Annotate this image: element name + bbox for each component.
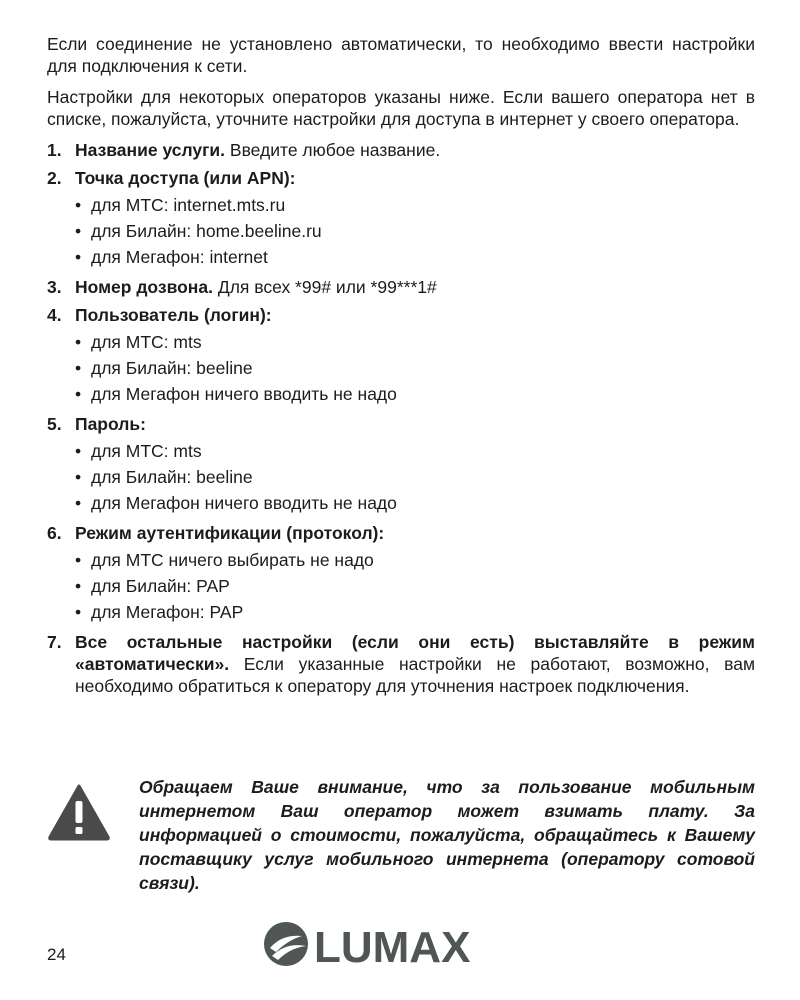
intro-paragraph-1: Если соединение не установлено автоматически, то необходимо ввести настройки для подключения к сети. [47, 34, 755, 76]
list-item [75, 599, 755, 625]
list-item-text: для Мегафон ничего вводить не надо [91, 493, 397, 513]
step-auth-mode [47, 522, 755, 625]
intro-paragraph-2: Настройки для некоторых операторов указаны ниже. Если вашего оператора нет в списке, пожалуйста, уточните настройки для доступа в интернет у своего оператора. [47, 87, 755, 129]
step-number: 3. [47, 277, 62, 297]
list-item [75, 547, 755, 573]
step-number: 1. [47, 140, 62, 160]
list-item-text: для Билайн: beeline [91, 467, 253, 487]
list-item-text: для МТС: internet.mts.ru [91, 195, 286, 215]
list-item-text: для Билайн: PAP [91, 576, 230, 596]
bullet: • [75, 493, 82, 513]
list-item [75, 490, 755, 516]
step-title: Номер дозвона. [75, 277, 213, 297]
step-title: Точка доступа (или APN): [75, 168, 296, 188]
list-item [75, 355, 755, 381]
bullet: • [75, 576, 82, 596]
step-number: 4. [47, 305, 62, 325]
step-title: Название услуги. [75, 140, 226, 160]
list-item-text: для Билайн: home.beeline.ru [91, 221, 322, 241]
page-number: 24 [47, 945, 66, 964]
bullet: • [75, 602, 82, 622]
step-text: Введите любое название. [225, 140, 441, 160]
list-item [75, 464, 755, 490]
notice-text: Обращаем Ваше внимание, что за пользование мобильным интернетом Ваш оператор может взимать плату. За информацией о стоимости, пожалуйста, обращайтесь к Вашему поставщику услуг мобильного интернета (оператору сотовой связи). [139, 777, 755, 893]
list-item [75, 573, 755, 599]
list-item-text: для Билайн: beeline [91, 358, 253, 378]
bullet: • [75, 550, 82, 570]
operator-list [75, 438, 755, 516]
operator-list [75, 192, 755, 270]
logo-text: LUMAX [314, 923, 471, 970]
step-title: Пользователь (логин): [75, 305, 272, 325]
warning-triangle-icon [47, 783, 111, 841]
list-item-text: для Мегафон: PAP [91, 602, 244, 622]
list-item [75, 218, 755, 244]
bullet: • [75, 221, 82, 241]
operator-list [75, 547, 755, 625]
bullet: • [75, 247, 82, 267]
bullet: • [75, 195, 82, 215]
payment-notice [47, 775, 755, 893]
step-dial-number [47, 276, 755, 298]
step-number: 7. [47, 632, 62, 652]
settings-steps [47, 139, 755, 697]
list-item [75, 192, 755, 218]
step-number: 6. [47, 523, 62, 543]
bullet: • [75, 467, 82, 487]
step-number: 5. [47, 414, 62, 434]
lumax-logo [262, 918, 538, 970]
operator-list [75, 329, 755, 407]
bullet: • [75, 358, 82, 378]
step-title: Все остальные настройки (если они есть) выставляйте в режим «автоматически». [75, 632, 755, 674]
list-item-text: для Мегафон ничего вводить не надо [91, 384, 397, 404]
step-password [47, 413, 755, 516]
list-item [75, 438, 755, 464]
list-item [75, 329, 755, 355]
bullet: • [75, 332, 82, 352]
step-text: Для всех *99# или *99***1# [212, 277, 437, 297]
list-item-text: для МТС: mts [91, 441, 202, 461]
list-item [75, 381, 755, 407]
step-text: Если указанные настройки не работают, возможно, вам необходимо обратиться к оператору для уточнения настроек подключения. [75, 654, 755, 696]
list-item-text: для МТС ничего выбирать не надо [91, 550, 374, 570]
logo-swoosh-icon [264, 922, 308, 966]
list-item-text: для МТС: mts [91, 332, 202, 352]
step-title: Режим аутентификации (протокол): [75, 523, 385, 543]
step-apn [47, 167, 755, 270]
manual-page [47, 33, 755, 703]
step-other-settings [47, 631, 755, 697]
step-number: 2. [47, 168, 62, 188]
step-user-login [47, 304, 755, 407]
step-service-name [47, 139, 755, 161]
step-title: Пароль: [75, 414, 146, 434]
list-item [75, 244, 755, 270]
list-item-text: для Мегафон: internet [91, 247, 268, 267]
bullet: • [75, 441, 82, 461]
bullet: • [75, 384, 82, 404]
